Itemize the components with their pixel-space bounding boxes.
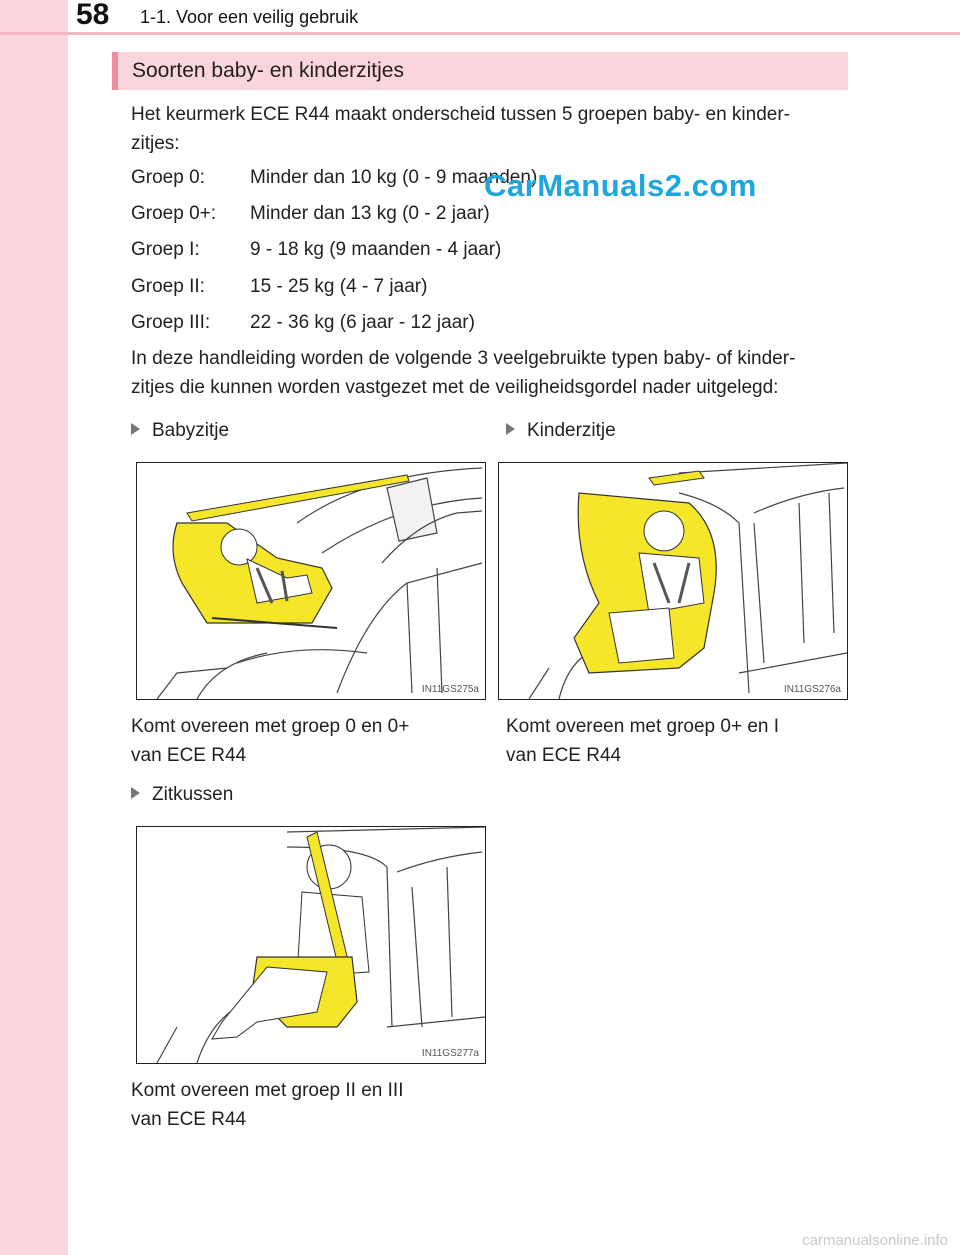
intro-line-1: Het keurmerk ECE R44 maakt onderscheid tussen 5 groepen baby- en kinder- <box>131 104 791 125</box>
intro-line-2: zitjes: <box>131 133 180 154</box>
zitkussen-title: Zitkussen <box>152 784 234 805</box>
zitkussen-illustration <box>136 826 486 1064</box>
kinderzitje-caption-1: Komt overeen met groep 0+ en I <box>506 716 780 737</box>
group-desc: Minder dan 10 kg (0 - 9 maanden) <box>250 167 538 188</box>
triangle-bullet-icon <box>131 787 140 799</box>
babyzitje-caption-2: van ECE R44 <box>131 745 247 766</box>
header-divider <box>0 32 960 35</box>
group-label: Groep 0: <box>131 167 205 188</box>
babyzitje-caption-1: Komt overeen met groep 0 en 0+ <box>131 716 410 737</box>
group-label: Groep III: <box>131 312 211 333</box>
zitkussen-heading <box>131 784 233 806</box>
zitkussen-caption-1: Komt overeen met groep II en III <box>131 1080 404 1101</box>
footer-watermark: carmanualsonline.info <box>802 1232 948 1249</box>
figure-code: IN11GS275a <box>421 684 479 695</box>
explain-line-2: zitjes die kunnen worden vastgezet met de veiligheidsgordel nader uitgelegd: <box>131 377 779 398</box>
page-sidebar <box>0 0 68 1255</box>
triangle-bullet-icon <box>131 423 140 435</box>
chapter-title: 1-1. Voor een veilig gebruik <box>140 7 359 27</box>
babyzitje-illustration <box>136 462 486 700</box>
group-desc: Minder dan 13 kg (0 - 2 jaar) <box>250 203 490 224</box>
kinderzitje-illustration <box>498 462 848 700</box>
section-heading-bar <box>112 52 848 90</box>
triangle-bullet-icon <box>506 423 515 435</box>
babyzitje-title: Babyzitje <box>152 420 230 441</box>
group-desc: 9 - 18 kg (9 maanden - 4 jaar) <box>250 239 502 260</box>
kinderzitje-caption-2: van ECE R44 <box>506 745 622 766</box>
group-label: Groep II: <box>131 276 205 297</box>
watermark: CarManuals2.com <box>484 168 757 203</box>
babyzitje-heading <box>131 420 229 442</box>
zitkussen-caption-2: van ECE R44 <box>131 1109 247 1130</box>
section-title: Soorten baby- en kinderzitjes <box>132 59 404 82</box>
group-desc: 22 - 36 kg (6 jaar - 12 jaar) <box>250 312 475 333</box>
figure-code: IN11GS277a <box>421 1048 479 1059</box>
explain-line-1: In deze handleiding worden de volgende 3 veelgebruikte typen baby- of kinder- <box>131 348 796 369</box>
group-label: Groep 0+: <box>131 203 217 224</box>
group-label: Groep I: <box>131 239 200 260</box>
kinderzitje-heading <box>506 420 616 442</box>
kinderzitje-title: Kinderzitje <box>527 420 616 441</box>
group-desc: 15 - 25 kg (4 - 7 jaar) <box>250 276 428 297</box>
figure-code: IN11GS276a <box>783 684 841 695</box>
page-number: 58 <box>76 0 110 31</box>
